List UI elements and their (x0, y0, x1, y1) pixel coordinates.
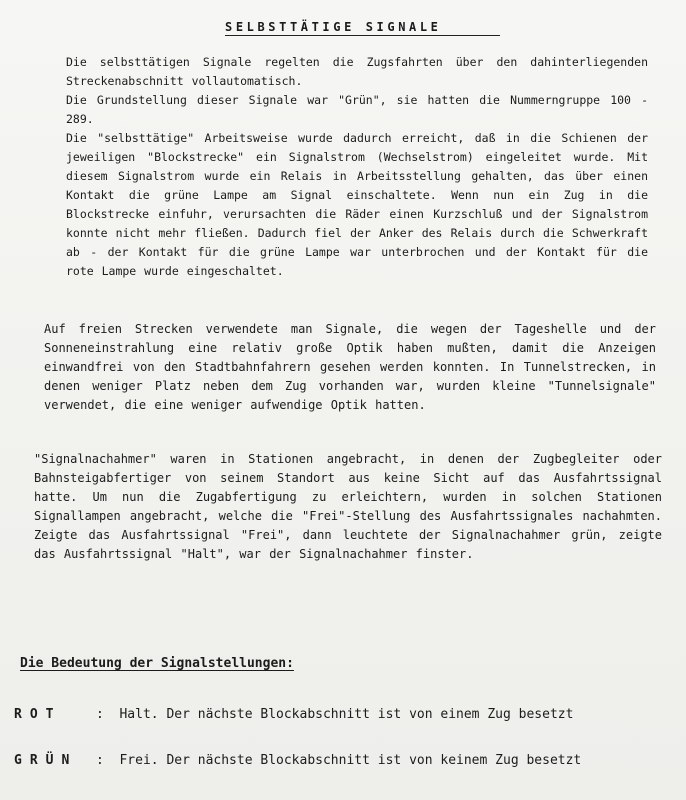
section-automatic-signals (66, 53, 648, 281)
paragraph: "Signalnachahmer" waren in Stationen angebracht, in denen der Zugbegleiter oder Bahnsteigabfertiger von seinem Standort aus keine Sicht auf das Ausfahrtssignal hatte. Um nun die Zugabfertigung zu erleichtern, wurden in solchen Stationen Signallampen angebracht, welche die "Frei"-Stellung des Ausfahrtssignales nachahmten. Zeigte das Ausfahrtssignal "Frei", dann leuchtete der Signalnachahmer grün, zeigte das Ausfahrtssignal "Halt", war der Signalnachahmer finster. (34, 452, 662, 561)
legend-item-rot (14, 707, 573, 722)
legend-item-gruen (14, 753, 581, 768)
legend-description: Frei. Der nächste Blockabschnitt ist von keinem Zug besetzt (119, 753, 582, 768)
legend-description: Halt. Der nächste Blockabschnitt ist von einem Zug besetzt (119, 707, 574, 722)
legend-separator: : (96, 753, 104, 768)
paragraph: Die "selbsttätige" Arbeitsweise wurde dadurch erreicht, daß in die Schienen der jeweiligen "Blockstrecke" ein Signalstrom (Wechselstrom) eingeleitet wurde. Mit diesem Signalstrom wurde ein Relais in Arbeitsstellung gehalten, das über einen Kontakt die grüne Lampe am Signal einschaltete. Wenn nun ein Zug in die Blockstrecke einfuhr, verursachten die Räder einen Kurzschluß und der Signalstrom konnte nicht mehr fließen. Dadurch fiel der Anker des Relais durch die Schwerkraft ab - der Kontakt für die grüne Lampe war unterbrochen und der Kontakt für die rote Lampe wurde eingeschaltet. (66, 131, 648, 278)
legend-term: GRÜN (14, 753, 78, 768)
paragraph: Auf freien Strecken verwendete man Signale, die wegen der Tageshelle und der Sonneneinstrahlung eine relativ große Optik haben mußten, damit die Anzeigen einwandfrei von den Stadtbahnfahrern gesehen werden konnten. In Tunnelstrecken, in denen weniger Platz neben dem Zug vorhanden war, wurden kleine "Tunnelsignale" verwendet, die eine weniger aufwendige Optik hatten. (44, 322, 656, 412)
section-signal-repeaters (34, 450, 662, 564)
legend-separator: : (96, 707, 104, 722)
legend-term: ROT (14, 707, 62, 722)
section-tunnel-signals (44, 320, 656, 415)
paragraph: Die Grundstellung dieser Signale war "Grün", sie hatten die Nummerngruppe 100 - 289. (66, 93, 648, 126)
legend-heading: Die Bedeutung der Signalstellungen: (20, 656, 294, 671)
paragraph: Die selbsttätigen Signale regelten die Zugsfahrten über den dahinterliegenden Streckenabschnitt vollautomatisch. (66, 55, 648, 88)
page-title: SELBSTTÄTIGE SIGNALE (225, 20, 500, 36)
